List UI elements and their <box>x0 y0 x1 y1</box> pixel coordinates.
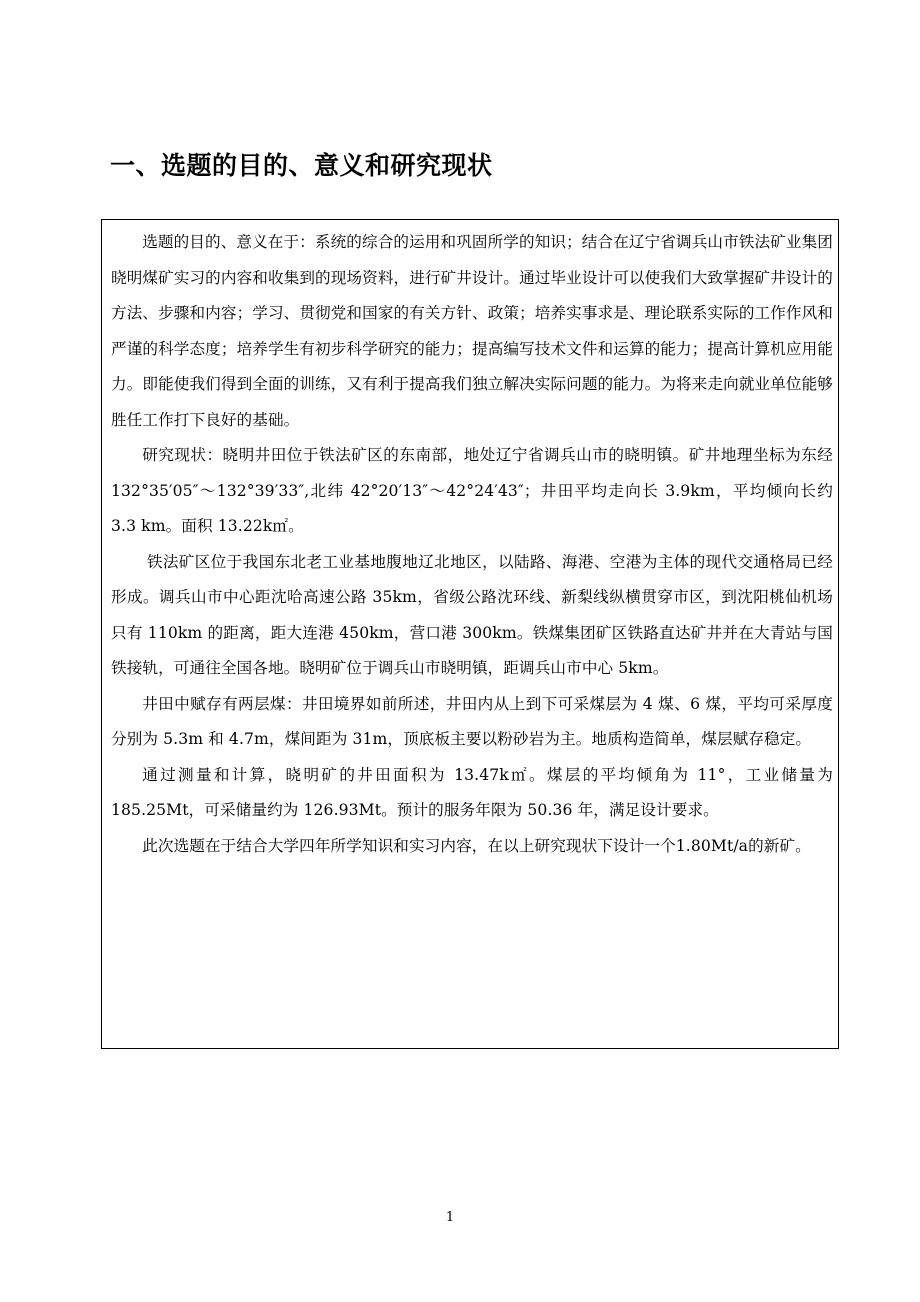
page-number: 1 <box>445 1210 455 1225</box>
content-box <box>101 219 839 1049</box>
paragraph-research-status: 研究现状：晓明井田位于铁法矿区的东南部，地处辽宁省调兵山市的晓明镇。矿井地理坐标为东经 132°35′05″～132°39′33″,北纬 42°20′13″～42°24′43″；井田平均走向长 3.9km，平均倾向长约 3.3 km。面积 13.22k㎡。 <box>111 446 833 535</box>
page-heading: 一、选题的目的、意义和研究现状 <box>110 151 493 180</box>
paragraph-purpose: 选题的目的、意义在于：系统的综合的运用和巩固所学的知识；结合在辽宁省调兵山市铁法矿业集团晓明煤矿实习的内容和收集到的现场资料，进行矿井设计。通过毕业设计可以使我们大致掌握矿井设计的方法、步骤和内容；学习、贯彻党和国家的有关方针、政策；培养实事求是、理论联系实际的工作作风和严谨的科学态度；培养学生有初步科学研究的能力；提高编写技术文件和运算的能力；提高计算机应用能力。即能使我们得到全面的训练，又有利于提高我们独立解决实际问题的能力。为将来走向就业单位能够胜任工作打下良好的基础。 <box>111 233 833 429</box>
paragraph-coal-seams: 井田中赋存有两层煤：井田境界如前所述，井田内从上到下可采煤层为 4 煤、6 煤，平均可采厚度分别为 5.3m 和 4.7m，煤间距为 31m，顶底板主要以粉砂岩为主。地质构造简单，煤层赋存稳定。 <box>111 694 833 748</box>
paragraph-mining-area: 铁法矿区位于我国东北老工业基地腹地辽北地区，以陆路、海港、空港为主体的现代交通格局已经形成。调兵山市中心距沈哈高速公路 35km，省级公路沈环线、新梨线纵横贯穿市区，到沈阳桃仙机场只有 110km 的距离，距大连港 450km，营口港 300km。铁煤集团矿区铁路直达矿井并在大青站与国铁接轨，可通往全国各地。晓明矿位于调兵山市晓明镇，距调兵山市中心 5km。 <box>111 552 833 677</box>
paragraph-conclusion: 此次选题在于结合大学四年所学知识和实习内容，在以上研究现状下设计一个1.80Mt/a的新矿。 <box>142 836 811 855</box>
paragraph-reserves: 通过测量和计算，晓明矿的井田面积为 13.47k㎡。煤层的平均倾角为 11°，工业储量为 185.25Mt，可采储量约为 126.93Mt。预计的服务年限为 50.36 年，满足设计要求。 <box>111 765 833 819</box>
